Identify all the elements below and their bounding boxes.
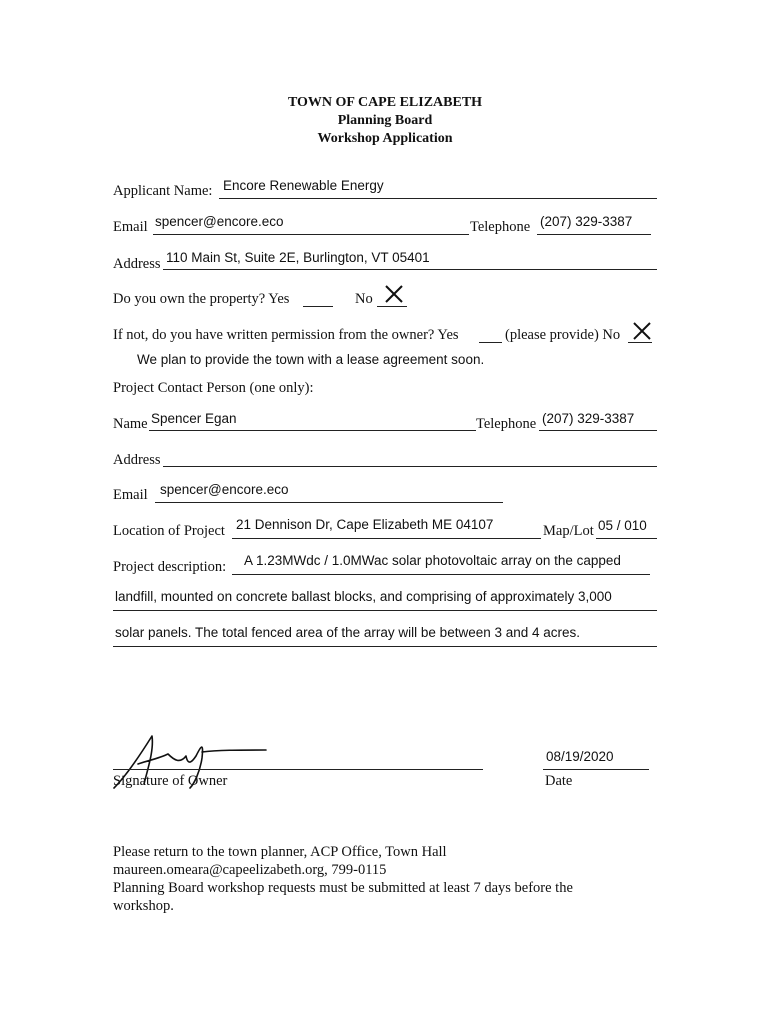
project-location-field[interactable]: 21 Dennison Dr, Cape Elizabeth ME 04107 <box>236 517 494 532</box>
permission-yes-line[interactable] <box>479 342 502 343</box>
project-location-label: Location of Project <box>113 523 225 539</box>
contact-telephone-field[interactable]: (207) 329-3387 <box>542 411 635 426</box>
own-no-line[interactable] <box>377 306 407 307</box>
footer-deadline-note: Planning Board workshop requests must be submitted at least 7 days before the <box>113 880 573 896</box>
permission-question: If not, do you have written permission from the owner? Yes <box>113 327 459 343</box>
own-property-question: Do you own the property? Yes <box>113 291 290 307</box>
project-maplot-line <box>596 538 657 539</box>
contact-name-line <box>149 430 476 431</box>
permission-provide-label: (please provide) No <box>505 327 621 343</box>
contact-name-field[interactable]: Spencer Egan <box>151 411 237 426</box>
contact-email-line <box>155 502 503 503</box>
permission-no-check-icon[interactable] <box>632 321 652 341</box>
applicant-email-field[interactable]: spencer@encore.eco <box>155 214 284 229</box>
footer-return-instructions: Please return to the town planner, ACP Office, Town Hall <box>113 844 447 860</box>
applicant-email-line <box>153 234 469 235</box>
permission-note[interactable]: We plan to provide the town with a lease agreement soon. <box>137 352 485 367</box>
project-description-line-2 <box>113 610 657 611</box>
contact-email-field[interactable]: spencer@encore.eco <box>160 482 289 497</box>
project-maplot-field[interactable]: 05 / 010 <box>598 518 647 533</box>
signature-date-field[interactable]: 08/19/2020 <box>546 749 614 764</box>
project-description-line-3 <box>113 646 657 647</box>
own-no-check-icon[interactable] <box>384 284 404 304</box>
project-description-line-1 <box>232 574 650 575</box>
applicant-address-line <box>163 269 657 270</box>
form-header-town: TOWN OF CAPE ELIZABETH <box>287 95 483 110</box>
permission-no-line[interactable] <box>628 342 652 343</box>
project-description-text-3[interactable]: solar panels. The total fenced area of the array will be between 3 and 4 acres. <box>115 625 581 640</box>
applicant-name-field[interactable]: Encore Renewable Energy <box>223 178 384 193</box>
signature-date-line <box>543 769 649 770</box>
contact-name-label: Name <box>113 416 148 432</box>
own-no-label: No <box>355 291 373 307</box>
owner-signature-label: Signature of Owner <box>113 773 228 789</box>
applicant-name-label: Applicant Name: <box>113 183 213 199</box>
project-location-line <box>232 538 541 539</box>
contact-email-label: Email <box>113 487 148 503</box>
signature-date-label: Date <box>545 773 573 789</box>
applicant-address-label: Address <box>113 256 161 272</box>
contact-address-line[interactable] <box>163 466 657 467</box>
project-description-text-2[interactable]: landfill, mounted on concrete ballast blocks, and comprising of approximately 3,000 <box>115 589 612 604</box>
contact-heading: Project Contact Person (one only): <box>113 380 314 396</box>
applicant-address-field[interactable]: 110 Main St, Suite 2E, Burlington, VT 05401 <box>166 250 430 265</box>
footer-deadline-note-cont: workshop. <box>113 898 174 914</box>
project-description-label: Project description: <box>113 559 227 575</box>
project-description-text-1[interactable]: A 1.23MWdc / 1.0MWac solar photovoltaic array on the capped <box>244 553 621 568</box>
applicant-telephone-field[interactable]: (207) 329-3387 <box>540 214 633 229</box>
form-header-board: Planning Board <box>337 113 433 128</box>
applicant-telephone-label: Telephone <box>470 219 531 235</box>
owner-signature-line[interactable] <box>113 769 483 770</box>
project-maplot-label: Map/Lot <box>543 523 594 539</box>
form-header-title: Workshop Application <box>317 131 453 146</box>
contact-telephone-line <box>539 430 657 431</box>
contact-telephone-label: Telephone <box>476 416 537 432</box>
applicant-name-line <box>219 198 657 199</box>
contact-address-label: Address <box>113 452 161 468</box>
applicant-telephone-line <box>537 234 651 235</box>
footer-contact-info: maureen.omeara@capeelizabeth.org, 799-0115 <box>113 862 387 878</box>
own-yes-line[interactable] <box>303 306 333 307</box>
applicant-email-label: Email <box>113 219 148 235</box>
